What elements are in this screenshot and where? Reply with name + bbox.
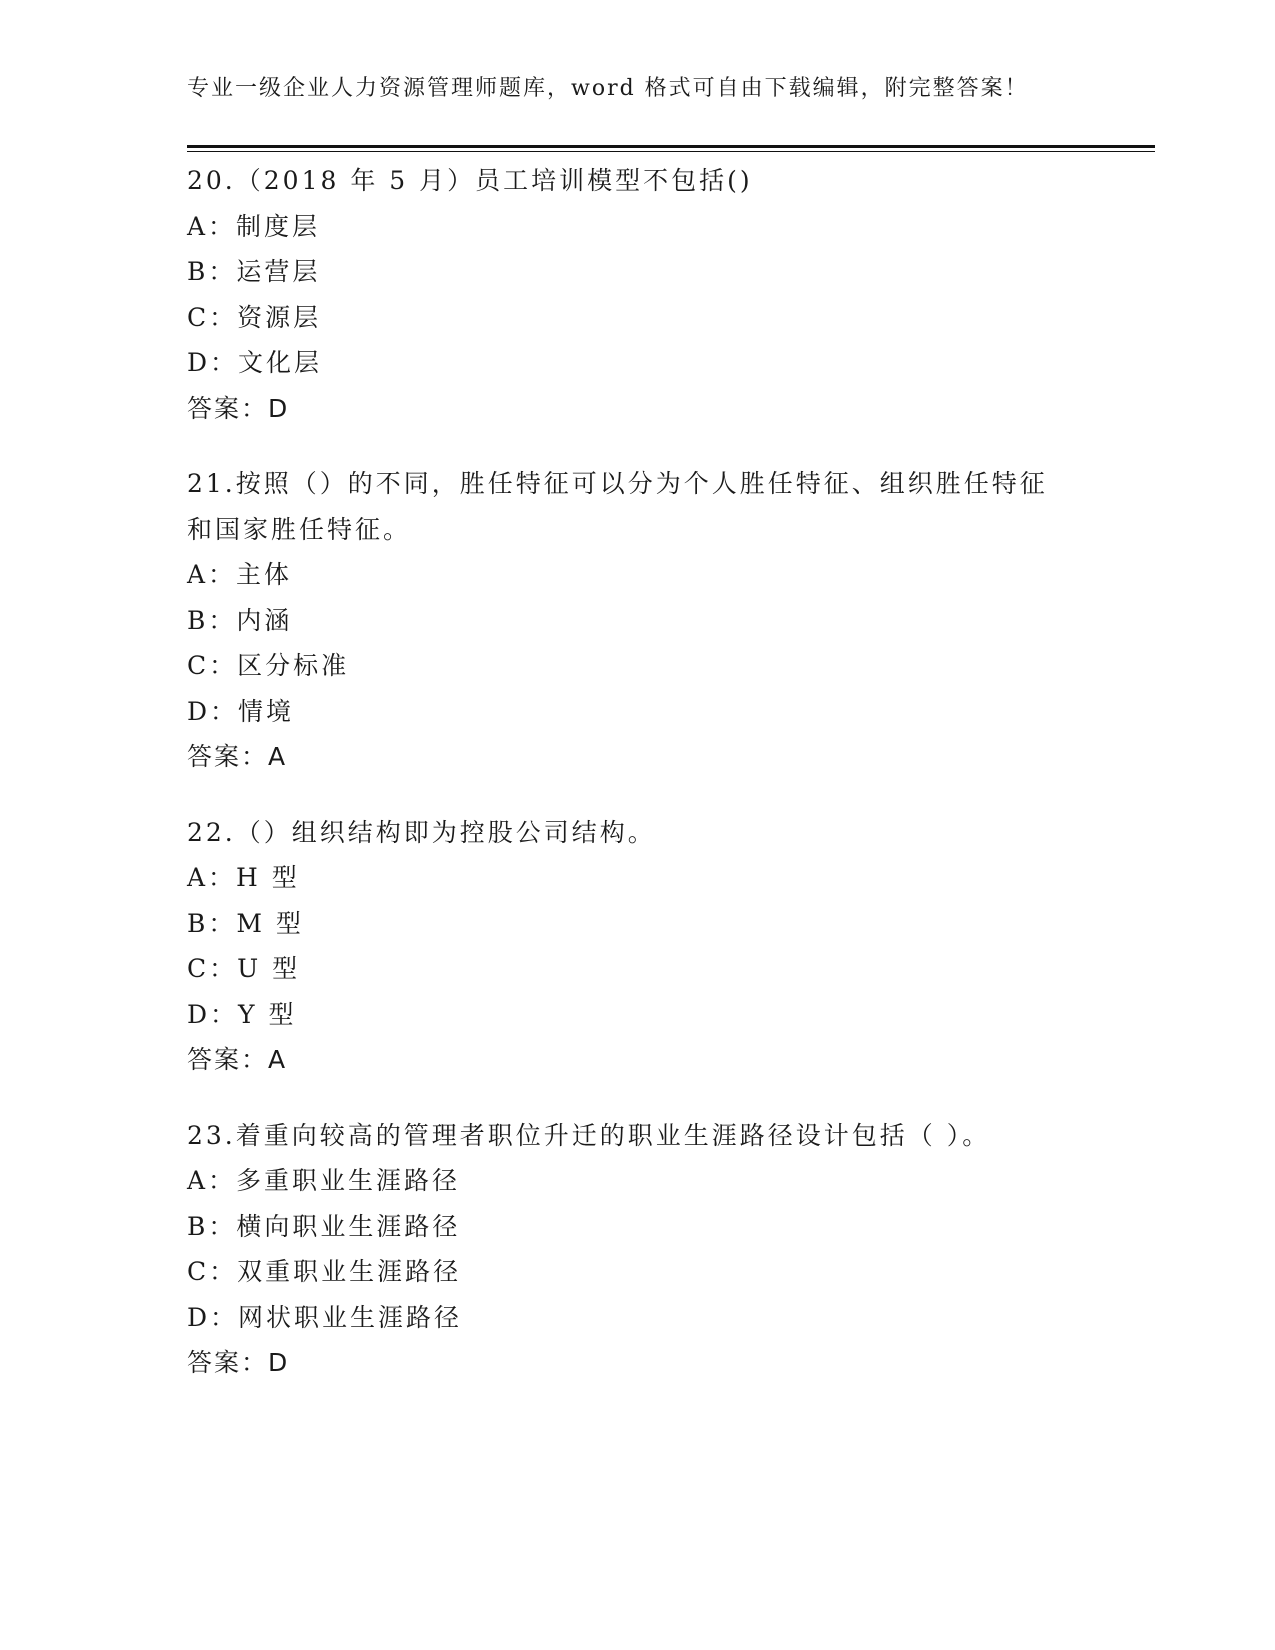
option-c: C：区分标准 xyxy=(187,651,350,680)
header-text: 专业一级企业人力资源管理师题库，word 格式可自由下载编辑，附完整答案！ xyxy=(187,76,1029,101)
question-block xyxy=(187,1113,1097,1386)
answer-line: 答案：D xyxy=(187,1348,290,1377)
header-divider-thick xyxy=(187,145,1155,148)
question-stem: 23.着重向较高的管理者职位升迁的职业生涯路径设计包括（ ）。 xyxy=(187,1120,991,1150)
question-stem-continued: 和国家胜任特征。 xyxy=(187,514,412,544)
question-block xyxy=(187,461,1097,780)
option-c: C：双重职业生涯路径 xyxy=(187,1257,462,1286)
option-a: A：多重职业生涯路径 xyxy=(187,1166,461,1195)
question-block xyxy=(187,810,1097,1083)
option-d: D：文化层 xyxy=(187,348,323,377)
question-stem: 22.（）组织结构即为控股公司结构。 xyxy=(187,817,656,847)
option-b: B：运营层 xyxy=(187,257,321,286)
question-stem: 21.按照（）的不同，胜任特征可以分为个人胜任特征、组织胜任特征 xyxy=(187,469,1048,498)
option-c: C：U 型 xyxy=(187,954,301,983)
option-d: D：情境 xyxy=(187,696,295,726)
option-d: D：Y 型 xyxy=(187,999,297,1029)
option-c: C：资源层 xyxy=(187,302,322,332)
question-list xyxy=(187,158,1097,1416)
question-block xyxy=(187,158,1097,431)
answer-line: 答案：A xyxy=(187,1045,288,1074)
header-divider-thin xyxy=(187,151,1155,152)
question-stem: 20.（2018 年 5 月）员工培训模型不包括() xyxy=(187,166,753,195)
answer-line: 答案：A xyxy=(187,742,288,771)
option-b: B：内涵 xyxy=(187,605,293,635)
option-a: A：主体 xyxy=(187,560,293,589)
option-b: B：M 型 xyxy=(187,908,304,938)
answer-line: 答案：D xyxy=(187,393,290,423)
option-b: B：横向职业生涯路径 xyxy=(187,1211,461,1241)
option-a: A：制度层 xyxy=(187,211,321,241)
option-a: A：H 型 xyxy=(187,863,300,892)
option-d: D：网状职业生涯路径 xyxy=(187,1302,463,1332)
